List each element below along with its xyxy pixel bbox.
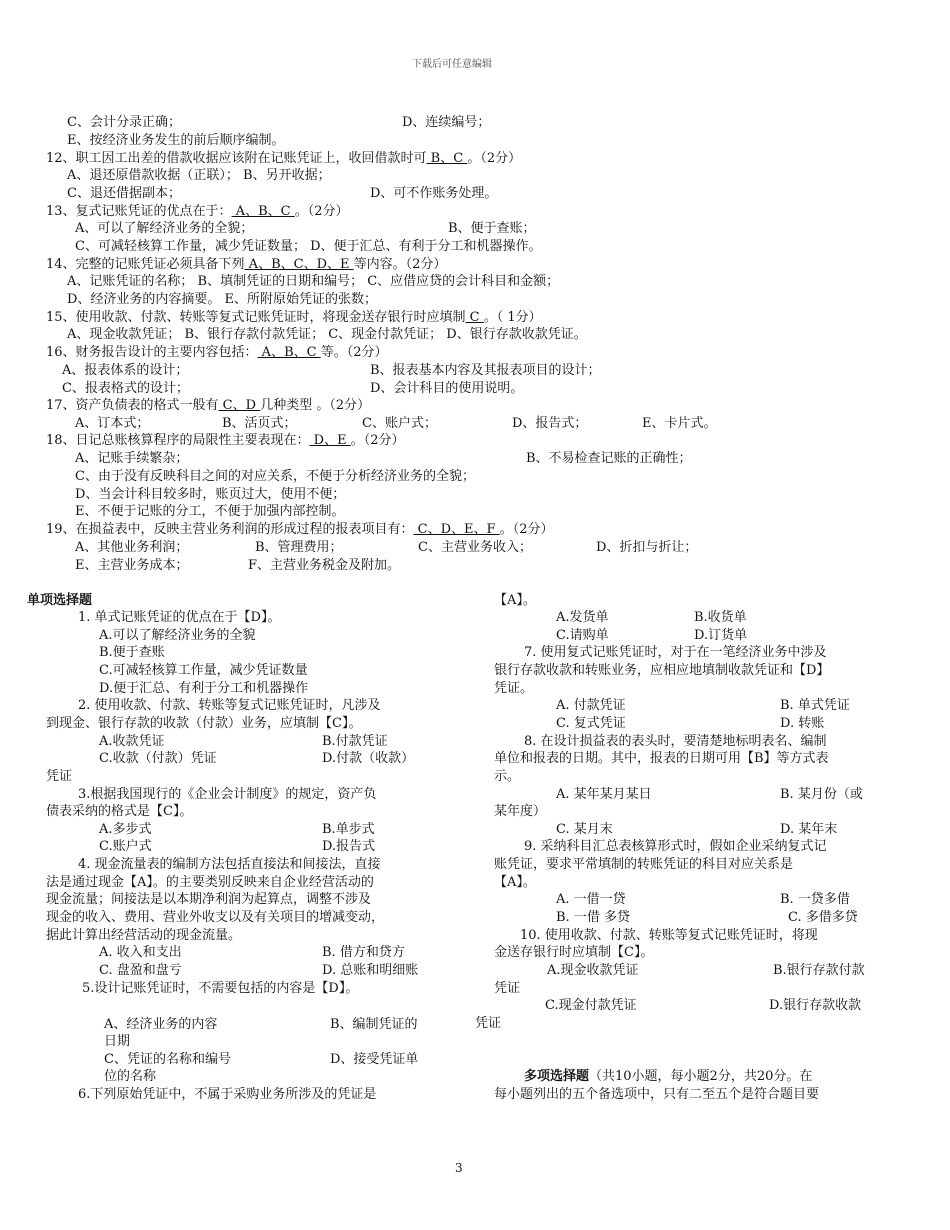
section-title-multi-choice bbox=[524, 1069, 812, 1085]
q14-option-de: D、经济业务的内容摘要。 E、所附原始凭证的张数； bbox=[67, 292, 378, 307]
q15-points: 。（ 1分） bbox=[483, 310, 542, 325]
left-q1: 1. 单式记账凭证的优点在于【D】。 bbox=[78, 610, 281, 625]
right-q8-line2: 单位和报表的日期。其中，报表的日期可用【B】等方式表 bbox=[494, 751, 829, 766]
q17-option-a: A、订本式； bbox=[75, 416, 150, 431]
left-q4: 4. 现金流量表的编制方法包括直接法和间接法，直接 bbox=[78, 857, 381, 872]
top-line-d: D、连续编号； bbox=[402, 115, 491, 130]
q16-points: 等。（2分） bbox=[320, 345, 388, 360]
left-q5-b-cont: 日期 bbox=[104, 1034, 131, 1049]
right-q9-d: C. 多借多贷 bbox=[788, 910, 858, 925]
q15-options: A、现金收款凭证； B、银行存款付款凭证； C、现金付款凭证； D、银行存款收款凭证。 bbox=[67, 327, 587, 342]
left-q2-cont: 到现金、银行存款的收款（付款）业务，应填制【C】。 bbox=[46, 716, 362, 731]
left-q3-c: C.账户式 bbox=[99, 839, 152, 854]
left-q4-b: B. 借方和贷方 bbox=[322, 945, 405, 960]
left-q5-b: B、编制凭证的 bbox=[330, 1017, 418, 1032]
q19-option-e: E、主营业务成本； bbox=[75, 558, 189, 573]
left-q2-d: D.付款（收款） bbox=[322, 751, 415, 766]
right-q6-c: C.请购单 bbox=[556, 628, 609, 643]
multi-desc: （共10小题，每小题2分，共20分。在 bbox=[589, 1069, 813, 1084]
q18-option-c: C、由于没有反映科目之间的对应关系，不便于分析经济业务的全貌； bbox=[75, 469, 475, 484]
q18-option-d: D、当会计科目较多时，账页过大，使用不便； bbox=[75, 487, 346, 502]
top-line-c: C、会计分录正确； bbox=[67, 115, 181, 130]
q19-option-d: D、折扣与折让； bbox=[596, 540, 698, 555]
right-q6-d: D.订货单 bbox=[694, 628, 748, 643]
q18-option-b: B、不易检查记账的正确性； bbox=[526, 451, 692, 466]
left-q1-b: B.便于查账 bbox=[99, 645, 165, 660]
q12-line bbox=[46, 151, 521, 167]
right-q8-line3: 示。 bbox=[494, 769, 521, 784]
left-q4-a: A. 收入和支出 bbox=[99, 945, 182, 960]
q13-option-a: A、可以了解经济业务的全貌； bbox=[75, 221, 254, 236]
q13-option-b: B、便于查账； bbox=[448, 221, 536, 236]
left-q2-a: A.收款凭证 bbox=[99, 734, 165, 749]
right-q8-b-cont: 某年度） bbox=[494, 804, 547, 819]
q17-points: 几种类型 。（2分） bbox=[260, 398, 371, 413]
multi-title: 多项选择题 bbox=[524, 1069, 590, 1084]
left-q3-b: B.单步式 bbox=[322, 822, 375, 837]
left-q2-end: 凭证 bbox=[46, 769, 73, 784]
left-q1-c: C.可减轻核算工作量，减少凭证数量 bbox=[99, 663, 308, 678]
q15-answer: C bbox=[465, 310, 484, 325]
q19-points: 。（2分） bbox=[499, 522, 554, 537]
q14-line bbox=[46, 257, 446, 273]
q13-option-cd: C、可减轻核算工作量，减少凭证数量； D、便于汇总、有利于分工和机器操作。 bbox=[75, 239, 542, 254]
right-q10-a: A.现金收款凭证 bbox=[547, 963, 639, 978]
section-title-single-choice: 单项选择题 bbox=[27, 593, 93, 608]
multi-desc-line2: 每小题列出的五个备选项中，只有二至五个是符合题目要 bbox=[494, 1087, 820, 1102]
left-q1-a: A.可以了解经济业务的全貌 bbox=[99, 628, 256, 643]
q18-points: 。（2分） bbox=[350, 433, 405, 448]
right-q7-d: D. 转账 bbox=[780, 716, 825, 731]
right-q10-b-cont: 凭证 bbox=[494, 981, 521, 996]
q19-answer: C、D、E、F bbox=[413, 522, 500, 537]
q12-option-d: D、可不作账务处理。 bbox=[370, 186, 498, 201]
left-q3-cont: 债表采纳的格式是【C】。 bbox=[46, 804, 193, 819]
top-line-e: E、按经济业务发生的前后顺序编制。 bbox=[67, 133, 285, 148]
q16-option-c: C、报表格式的设计； bbox=[62, 381, 189, 396]
right-q8-b: B. 某月份（或 bbox=[780, 787, 863, 802]
q16-option-d: D、会计科目的使用说明。 bbox=[370, 381, 524, 396]
left-q5-d: D、接受凭证单 bbox=[330, 1052, 419, 1067]
right-q6-b: B.收货单 bbox=[694, 610, 747, 625]
q16-option-a: A、报表体系的设计； bbox=[62, 363, 189, 378]
right-q7: 7. 使用复式记账凭证时，对于在一笔经济业务中涉及 bbox=[524, 645, 827, 660]
left-q6: 6.下列原始凭证中，不属于采购业务所涉及的凭证是 bbox=[78, 1087, 377, 1102]
q13-answer: A、B、C bbox=[231, 204, 295, 219]
right-q8: 8. 在设计损益表的表头时，要清楚地标明表名、编制 bbox=[524, 734, 827, 749]
left-q2: 2. 使用收款、付款、转账等复式记账凭证时，凡涉及 bbox=[78, 698, 381, 713]
left-q3: 3.根据我国现行的《企业会计制度》的规定，资产负 bbox=[78, 787, 377, 802]
q13-text: 13、复式记账凭证的优点在于： bbox=[46, 204, 232, 219]
q13-points: 。（2分） bbox=[294, 204, 349, 219]
q18-answer: D、E bbox=[309, 433, 351, 448]
q18-line bbox=[46, 433, 405, 449]
left-q3-d: D.报告式 bbox=[322, 839, 376, 854]
page-number: 3 bbox=[455, 1161, 463, 1175]
right-q8-c: C. 某月末 bbox=[556, 822, 613, 837]
right-q10-line2: 金送存银行时应填制【C】。 bbox=[494, 945, 654, 960]
right-q7-line2: 银行存款收款和转账业务，应相应地填制收款凭证和【D】 bbox=[494, 663, 830, 678]
right-q7-b: B. 单式凭证 bbox=[780, 698, 850, 713]
q18-option-a: A、记账手续繁杂； bbox=[75, 451, 189, 466]
right-q10: 10. 使用收款、付款、转账等复式记账凭证时，将现 bbox=[520, 928, 818, 943]
q12-answer: B、C bbox=[426, 151, 468, 166]
q12-option-c: C、退还借据副本； bbox=[67, 186, 181, 201]
right-q10-b: B.银行存款付款 bbox=[773, 963, 865, 978]
q19-option-a: A、其他业务利润； bbox=[75, 540, 189, 555]
q13-line bbox=[46, 204, 348, 220]
q17-option-b: B、活页式； bbox=[222, 416, 297, 431]
q12-option-ab: A、退还原借款收据（正联）； B、另开收据； bbox=[67, 168, 331, 183]
right-q7-line3: 凭证。 bbox=[494, 681, 534, 696]
q19-option-c: C、主营业务收入； bbox=[418, 540, 532, 555]
right-q10-d: D.银行存款收款 bbox=[769, 998, 862, 1013]
right-q10-c: C.现金付款凭证 bbox=[545, 998, 637, 1013]
left-q4-line3: 现金流量；间接法是以本期净利润为起算点，调整不涉及 bbox=[46, 892, 372, 907]
q17-answer: C、D bbox=[218, 398, 261, 413]
q18-text: 18、日记总账核算程序的局限性主要表现在： bbox=[46, 433, 310, 448]
left-q3-a: A.多步式 bbox=[99, 822, 152, 837]
q16-text: 16、财务报告设计的主要内容包括： bbox=[46, 345, 258, 360]
left-q2-c: C.收款（付款）凭证 bbox=[99, 751, 217, 766]
q14-text: 14、完整的记账凭证必须具备下列 bbox=[46, 257, 245, 272]
q16-option-b: B、报表基本内容及其报表项目的设计； bbox=[370, 363, 601, 378]
right-q6-answer: 【A】。 bbox=[494, 593, 536, 608]
right-q8-a: A. 某年某月某日 bbox=[556, 787, 652, 802]
right-q10-d-cont: 凭证 bbox=[475, 1016, 502, 1031]
q17-option-c: C、账户式； bbox=[362, 416, 437, 431]
q12-points: 。（2分） bbox=[467, 151, 522, 166]
right-q9-a: A. 一借一贷 bbox=[556, 892, 626, 907]
left-q4-line5: 据此计算出经营活动的现金流量。 bbox=[46, 928, 242, 943]
q14-option-abc: A、记账凭证的名称； B、填制凭证的日期和编号； C、应借应贷的会计科目和金额； bbox=[67, 274, 560, 289]
left-q5-a: A、经济业务的内容 bbox=[104, 1017, 218, 1032]
q19-option-b: B、管理费用； bbox=[255, 540, 343, 555]
left-q4-line2: 法是通过现金【A】。的主要类别反映来自企业经营活动的 bbox=[46, 875, 374, 890]
left-q2-b: B.付款凭证 bbox=[322, 734, 388, 749]
right-q9-c: B. 一借 多贷 bbox=[556, 910, 630, 925]
right-q6-a: A.发货单 bbox=[556, 610, 609, 625]
left-q4-c: C. 盘盈和盘亏 bbox=[99, 963, 182, 978]
q19-option-f: F、主营业务税金及附加。 bbox=[248, 558, 401, 573]
left-q5-c: C、凭证的名称和编号 bbox=[104, 1052, 231, 1067]
q17-text: 17、资产负债表的格式一般有 bbox=[46, 398, 219, 413]
left-q5-d-cont: 位的名称 bbox=[104, 1069, 157, 1084]
q14-answer: A、B、C、D、E bbox=[244, 257, 354, 272]
q18-option-e: E、不便于记账的分工，不便于加强内部控制。 bbox=[75, 504, 345, 519]
right-q8-d: D. 某年末 bbox=[780, 822, 838, 837]
q12-text: 12、职工因工出差的借款收据应该附在记账凭证上，收回借款时可 bbox=[46, 151, 427, 166]
left-q1-d: D.便于汇总、有利于分工和机器操作 bbox=[99, 681, 309, 696]
q19-line bbox=[46, 522, 553, 538]
q19-text: 19、在损益表中，反映主营业务利润的形成过程的报表项目有： bbox=[46, 522, 414, 537]
right-q9-line2: 账凭证，要求平常填制的转账凭证的科目对应关系是 bbox=[494, 857, 794, 872]
right-q9-b: B. 一贷多借 bbox=[780, 892, 850, 907]
q17-option-e: E、卡片式。 bbox=[642, 416, 717, 431]
page-header: 下载后可任意编辑 bbox=[412, 59, 492, 70]
left-q4-line4: 现金的收入、费用、营业外收支以及有关项目的增减变动， bbox=[46, 910, 385, 925]
q15-text: 15、使用收款、付款、转账等复式记账凭证时，将现金送存银行时应填制 bbox=[46, 310, 466, 325]
q16-line bbox=[46, 345, 387, 361]
right-q7-a: A. 付款凭证 bbox=[556, 698, 626, 713]
right-q9: 9. 采纳科目汇总表核算形式时，假如企业采纳复式记 bbox=[524, 839, 827, 854]
right-q9-line3: 【A】。 bbox=[494, 875, 536, 890]
left-q4-d: D. 总账和明细账 bbox=[322, 963, 419, 978]
q16-answer: A、B、C bbox=[257, 345, 321, 360]
left-q5: 5.设计记账凭证时，不需要包括的内容是【D】。 bbox=[82, 981, 359, 996]
q17-option-d: D、报告式； bbox=[512, 416, 588, 431]
q14-rest: 等内容。（2分） bbox=[353, 257, 447, 272]
q17-line bbox=[46, 398, 370, 414]
q15-line bbox=[46, 310, 542, 326]
right-q7-c: C. 复式凭证 bbox=[556, 716, 626, 731]
